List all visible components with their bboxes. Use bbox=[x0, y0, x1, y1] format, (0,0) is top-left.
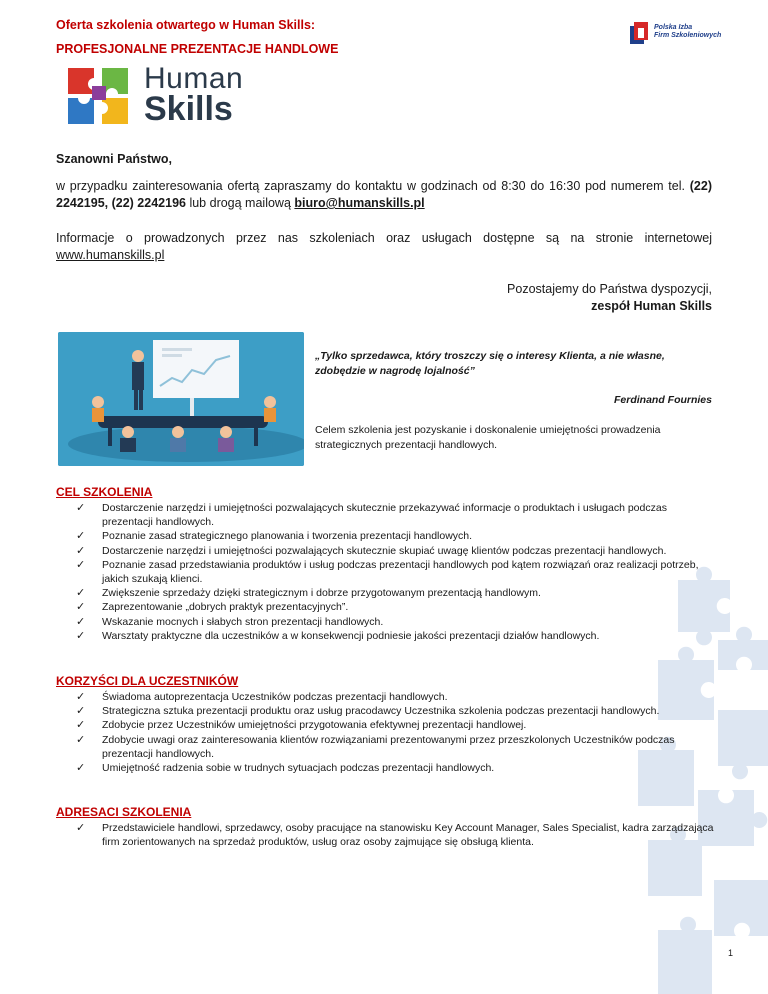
list-item: ✓ Przedstawiciele handlowi, sprzedawcy, osoby pracujące na stanowisku Key Account Manager, Sales Specialist, kadra zarządzająca firm zorientowanych na sprzedaż produktów, usług oraz osoby zajmujące się obsługą klienta. bbox=[76, 821, 716, 849]
website-link[interactable]: www.humanskills.pl bbox=[56, 248, 165, 262]
quote-text: „Tylko sprzedawca, który troszczy się o interesy Klienta, a nie własne, zdobędzie w nagrodę lojalność” bbox=[315, 350, 665, 377]
list-item: ✓ Zaprezentowanie „dobrych praktyk prezentacyjnych”. bbox=[76, 600, 716, 614]
signature: zespół Human Skills bbox=[591, 299, 712, 313]
list-item: ✓ Umiejętność radzenia sobie w trudnych sytuacjach podczas prezentacji handlowych. bbox=[76, 761, 716, 775]
list-item: ✓ Strategiczna sztuka prezentacji produktu oraz usług pracodawcy Uczestnika szkolenia podczas prezentacji handlowych. bbox=[76, 704, 716, 718]
puzzle-logo-icon bbox=[64, 62, 142, 128]
list-korzysci bbox=[76, 690, 716, 775]
logo-word-skills: Skills bbox=[144, 90, 233, 128]
offer-header: Oferta szkolenia otwartego w Human Skills: bbox=[56, 18, 316, 32]
list-item: ✓ Zwiększenie sprzedaży dzięki strategicznym i dobrze przygotowanym prezentacją handlowym. bbox=[76, 586, 716, 600]
page-number: 1 bbox=[728, 948, 734, 958]
list-item: ✓ Zdobycie uwagi oraz zainteresowania klientów rozwiązaniami prezentowanymi przez przeszkolonych Uczestników podczas prezentacji handlowych. bbox=[76, 733, 716, 761]
training-goal: Celem szkolenia jest pozyskanie i doskonalenie umiejętności prowadzenia strategicznych prezentacji handlowych. bbox=[315, 424, 661, 451]
training-title: PROFESJONALNE PREZENTACJE HANDLOWE bbox=[56, 42, 339, 56]
quote-author: Ferdinand Fournies bbox=[613, 394, 712, 406]
section-title-korzysci: KORZYŚCI DLA UCZESTNIKÓW bbox=[56, 674, 239, 688]
contact-text-mid: lub drogą mailową bbox=[185, 196, 295, 210]
contact-text: w przypadku zainteresowania ofertą zapraszamy do kontaktu w godzinach od 8:30 do 16:30 pod numerem tel. bbox=[56, 179, 690, 193]
closing-line: Pozostajemy do Państwa dyspozycji, bbox=[507, 282, 712, 296]
section-title-cel: CEL SZKOLENIA bbox=[56, 485, 153, 499]
list-item: ✓ Zdobycie przez Uczestników umiejętności przygotowania efektywnej prezentacji handlowej. bbox=[76, 718, 716, 732]
contact-paragraph bbox=[56, 178, 712, 212]
list-item: ✓ Warsztaty praktyczne dla uczestników a w konsekwencji podniesie jakości prezentacji działów handlowych. bbox=[76, 629, 716, 643]
list-item: ✓ Poznanie zasad strategicznego planowania i tworzenia prezentacji handlowych. bbox=[76, 529, 716, 543]
meeting-illustration bbox=[58, 332, 304, 466]
list-item: ✓ Wskazanie mocnych i słabych stron prezentacji handlowych. bbox=[76, 615, 716, 629]
list-item: ✓ Dostarczenie narzędzi i umiejętności pozwalających skutecznie przekazywać informacje o produktach i usługach podczas prezentacji handlowych. bbox=[76, 501, 716, 529]
human-skills-logo bbox=[64, 62, 244, 128]
pizs-line1: Polska Izba bbox=[654, 24, 693, 31]
pizs-logo bbox=[630, 22, 722, 48]
list-item: ✓ Dostarczenie narzędzi i umiejętności pozwalających skutecznie skupiać uwagę klientów podczas prezentacji handlowych. bbox=[76, 544, 716, 558]
greeting: Szanowni Państwo, bbox=[56, 152, 172, 166]
phone-numbers: (22) 2242195, (22) 2242196 bbox=[56, 179, 712, 210]
list-cel bbox=[76, 501, 716, 643]
pizs-line2: Firm Szkoleniowych bbox=[654, 32, 722, 39]
pizs-emblem-icon bbox=[630, 22, 650, 46]
info-text: Informacje o prowadzonych przez nas szkoleniach oraz usługach dostępne są na stronie internetowej bbox=[56, 231, 712, 245]
meeting-scene-icon bbox=[58, 332, 304, 466]
list-item: ✓ Poznanie zasad przedstawiania produktów i usług podczas prezentacji handlowych pod kątem rozwiązań oraz realizacji potrzeb, jakich szukają klienci. bbox=[76, 558, 716, 586]
list-item: ✓ Świadoma autoprezentacja Uczestników podczas prezentacji handlowych. bbox=[76, 690, 716, 704]
section-title-adresaci: ADRESACI SZKOLENIA bbox=[56, 805, 192, 819]
list-adresaci bbox=[76, 821, 716, 849]
email-link[interactable]: biuro@humanskills.pl bbox=[294, 196, 425, 210]
logo-word-human: Human bbox=[144, 62, 244, 95]
info-paragraph bbox=[56, 230, 712, 264]
